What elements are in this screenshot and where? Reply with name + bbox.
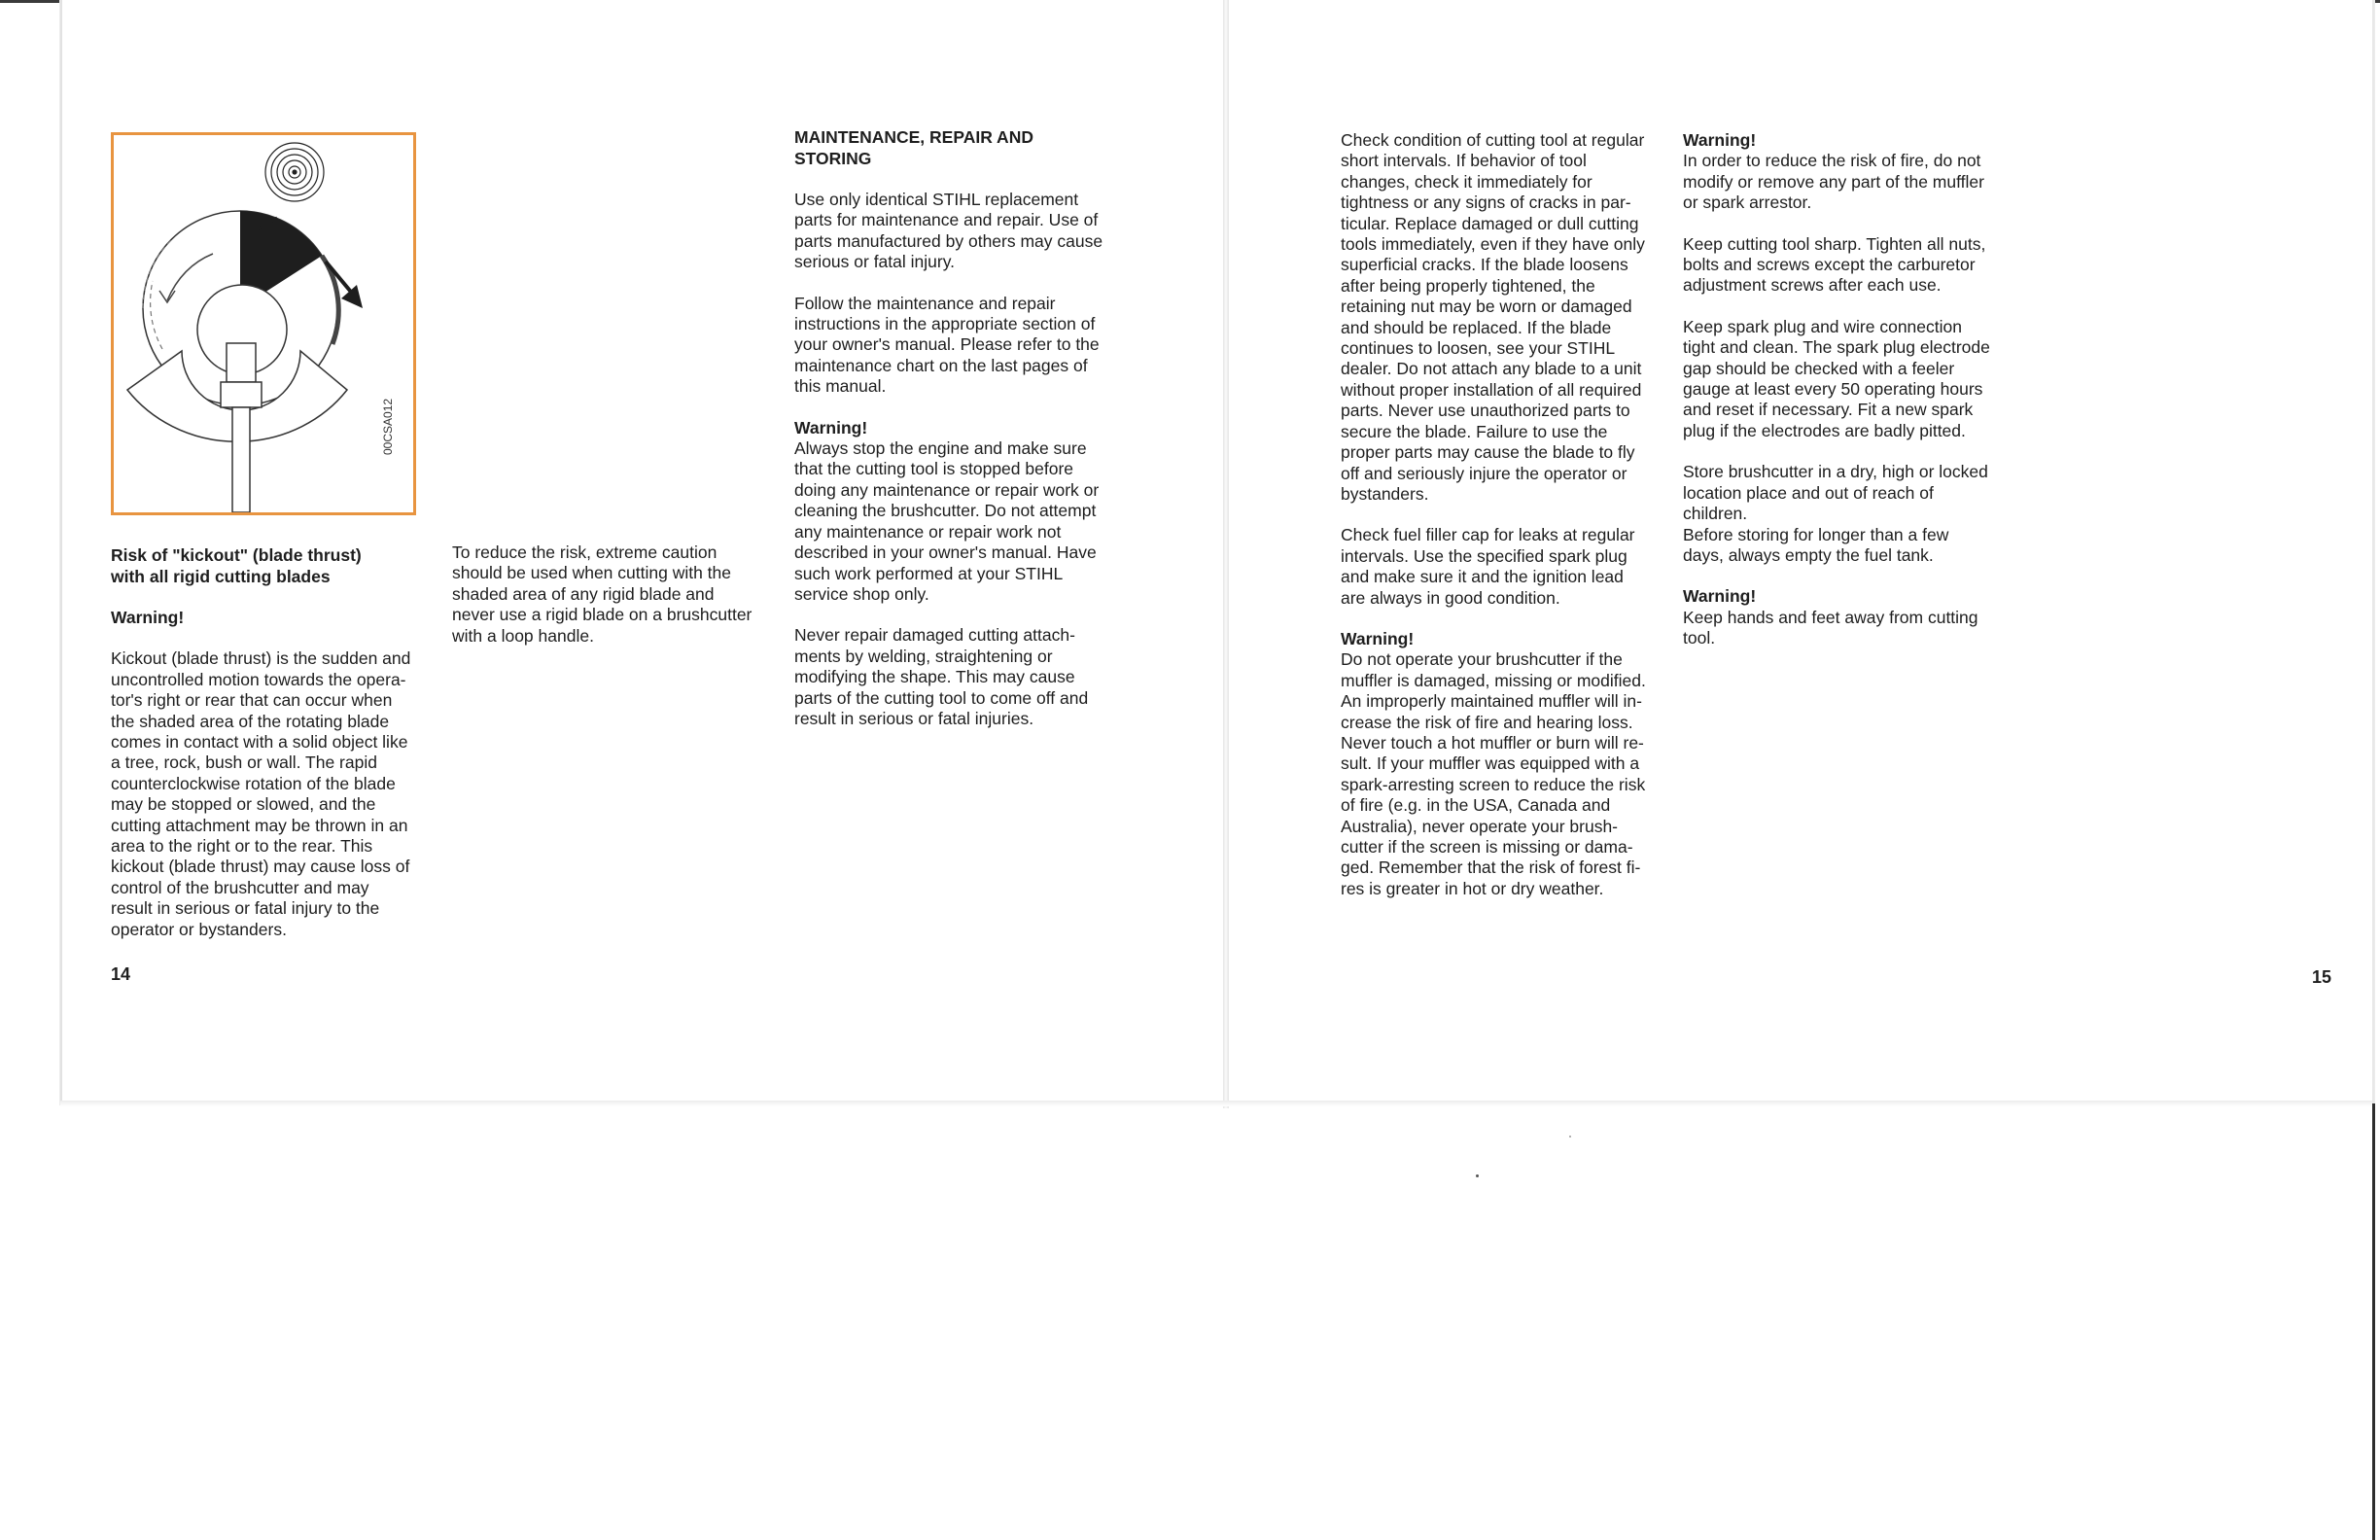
scan-edge-right xyxy=(2372,1103,2380,1540)
left-col-2 xyxy=(452,542,755,667)
keep-sharp-text: Keep cutting tool sharp. Tighten all nuts, bolts and screws except the carburetor adjustment screws after each use. xyxy=(1683,233,1986,296)
fuel-tank-text: Before storing for longer than a few days, always empty the fuel tank. xyxy=(1683,524,1949,565)
section-heading: MAINTENANCE, REPAIR AND STORING xyxy=(794,127,1033,168)
figure-code: 00CSA012 xyxy=(381,398,395,455)
muffler-warning-text: Do not operate your brushcutter if the muffler is damaged, missing or modified. An improperly maintained muffler will in-crease the risk of fire and hearing loss. Never touch a hot muffler or burn will re-sult. If your muffler was equipped with a spark-arresting screen to reduce the risk of fire (e.g. in the USA, Canada and Australia), never operate your brush-cutter if the screen is missing or dama-ged. Remember that the risk of forest fi-res is greater in hot or dry weather. xyxy=(1341,649,1646,898)
scan-speck xyxy=(1476,1174,1479,1177)
cutting-tool-check-text: Check condition of cutting tool at regular short intervals. If behavior of tool changes, check it immediately for tightness or any signs of cracks in par-ticular. Replace damaged or dull cutting tools immediately, even if they have only superficial cracks. If the blade loosens after being properly tightened, the retaining nut may be worn or damaged and should be replaced. If the blade continues to loosen, see your STIHL dealer. Do not attach any blade to a unit without proper installation of all required parts. Never use unauthorized parts to secure the blade. Failure to use the proper parts may cause the blade to fly off and seriously injure the operator or bystanders. xyxy=(1341,130,1645,504)
maintenance-instructions-text: Follow the maintenance and repair instructions in the appropriate section of your owner's manual. Please refer to the maintenance chart on the last pages of this manual. xyxy=(794,293,1100,397)
warning-label: Warning! xyxy=(111,608,185,627)
storage-text: Store brushcutter in a dry, high or locked location place and out of reach of children. xyxy=(1683,462,1988,524)
warning-label: Warning! xyxy=(794,417,868,438)
page-number-right: 15 xyxy=(2312,967,2332,987)
warning-label: Warning! xyxy=(1683,130,1757,150)
never-repair-text: Never repair damaged cutting attach-ments by welding, straightening or modifying the shape. This may cause parts of the cutting tool to come off and result in serious or fatal injuries. xyxy=(794,625,1089,728)
kickout-description: Kickout (blade thrust) is the sudden and uncontrolled motion towards the opera-tor's right or rear that can occur when the shaded area of the rotating blade comes in contact with a solid object like a tree, rock, bush or wall. The rapid counterclockwise rotation of the blade may be stopped or slowed, and the cutting attachment may be thrown in an area to the right or to the rear. This kickout (blade thrust) may cause loss of control of the brushcutter and may result in serious or fatal injury to the operator or bystanders. xyxy=(111,648,411,939)
kickout-diagram xyxy=(114,135,413,512)
fuel-cap-check-text: Check fuel filler cap for leaks at regular intervals. Use the specified spark plug and make sure it and the ignition lead are always in good condition. xyxy=(1341,525,1635,608)
right-col-2 xyxy=(1683,130,1990,670)
warning-label: Warning! xyxy=(1341,628,1415,648)
kickout-figure xyxy=(111,132,416,515)
book-gutter xyxy=(1223,0,1229,1108)
stop-engine-warning-text: Always stop the engine and make sure that the cutting tool is stopped before doing any maintenance or repair work or cleaning the brushcutter. Do not attempt any maintenance or repair work not described in your owner's manual. Have such work performed at your STIHL service shop only. xyxy=(794,438,1100,604)
warning-label: Warning! xyxy=(1683,586,1757,607)
hands-feet-text: Keep hands and feet away from cutting tool. xyxy=(1683,607,1978,648)
right-col-1 xyxy=(1341,130,1648,920)
tree-stump-icon xyxy=(265,143,324,201)
figure-caption-title: Risk of "kickout" (blade thrust) with all rigid cutting blades xyxy=(111,545,362,586)
spark-plug-text: Keep spark plug and wire connection tight and clean. The spark plug electrode gap should be checked with a feeler gauge at least every 50 operating hours and reset if necessary. Fit a new spark plug if the electrodes are badly pitted. xyxy=(1683,316,1990,440)
left-col-3 xyxy=(794,126,1107,750)
scan-speck xyxy=(1569,1136,1571,1138)
page-bottom-shadow xyxy=(60,1101,2372,1106)
page-number-left: 14 xyxy=(111,964,131,984)
risk-reduction-text: To reduce the risk, extreme caution should be used when cutting with the shaded area of any rigid blade and never use a rigid blade on a brushcutter with a loop handle. xyxy=(452,542,752,646)
fire-risk-text: In order to reduce the risk of fire, do not modify or remove any part of the muffler or spark arrestor. xyxy=(1683,151,1984,213)
replacement-parts-text: Use only identical STIHL replacement parts for maintenance and repair. Use of parts manufactured by others may cause serious or fatal injury. xyxy=(794,190,1103,272)
left-col-1 xyxy=(111,544,414,961)
